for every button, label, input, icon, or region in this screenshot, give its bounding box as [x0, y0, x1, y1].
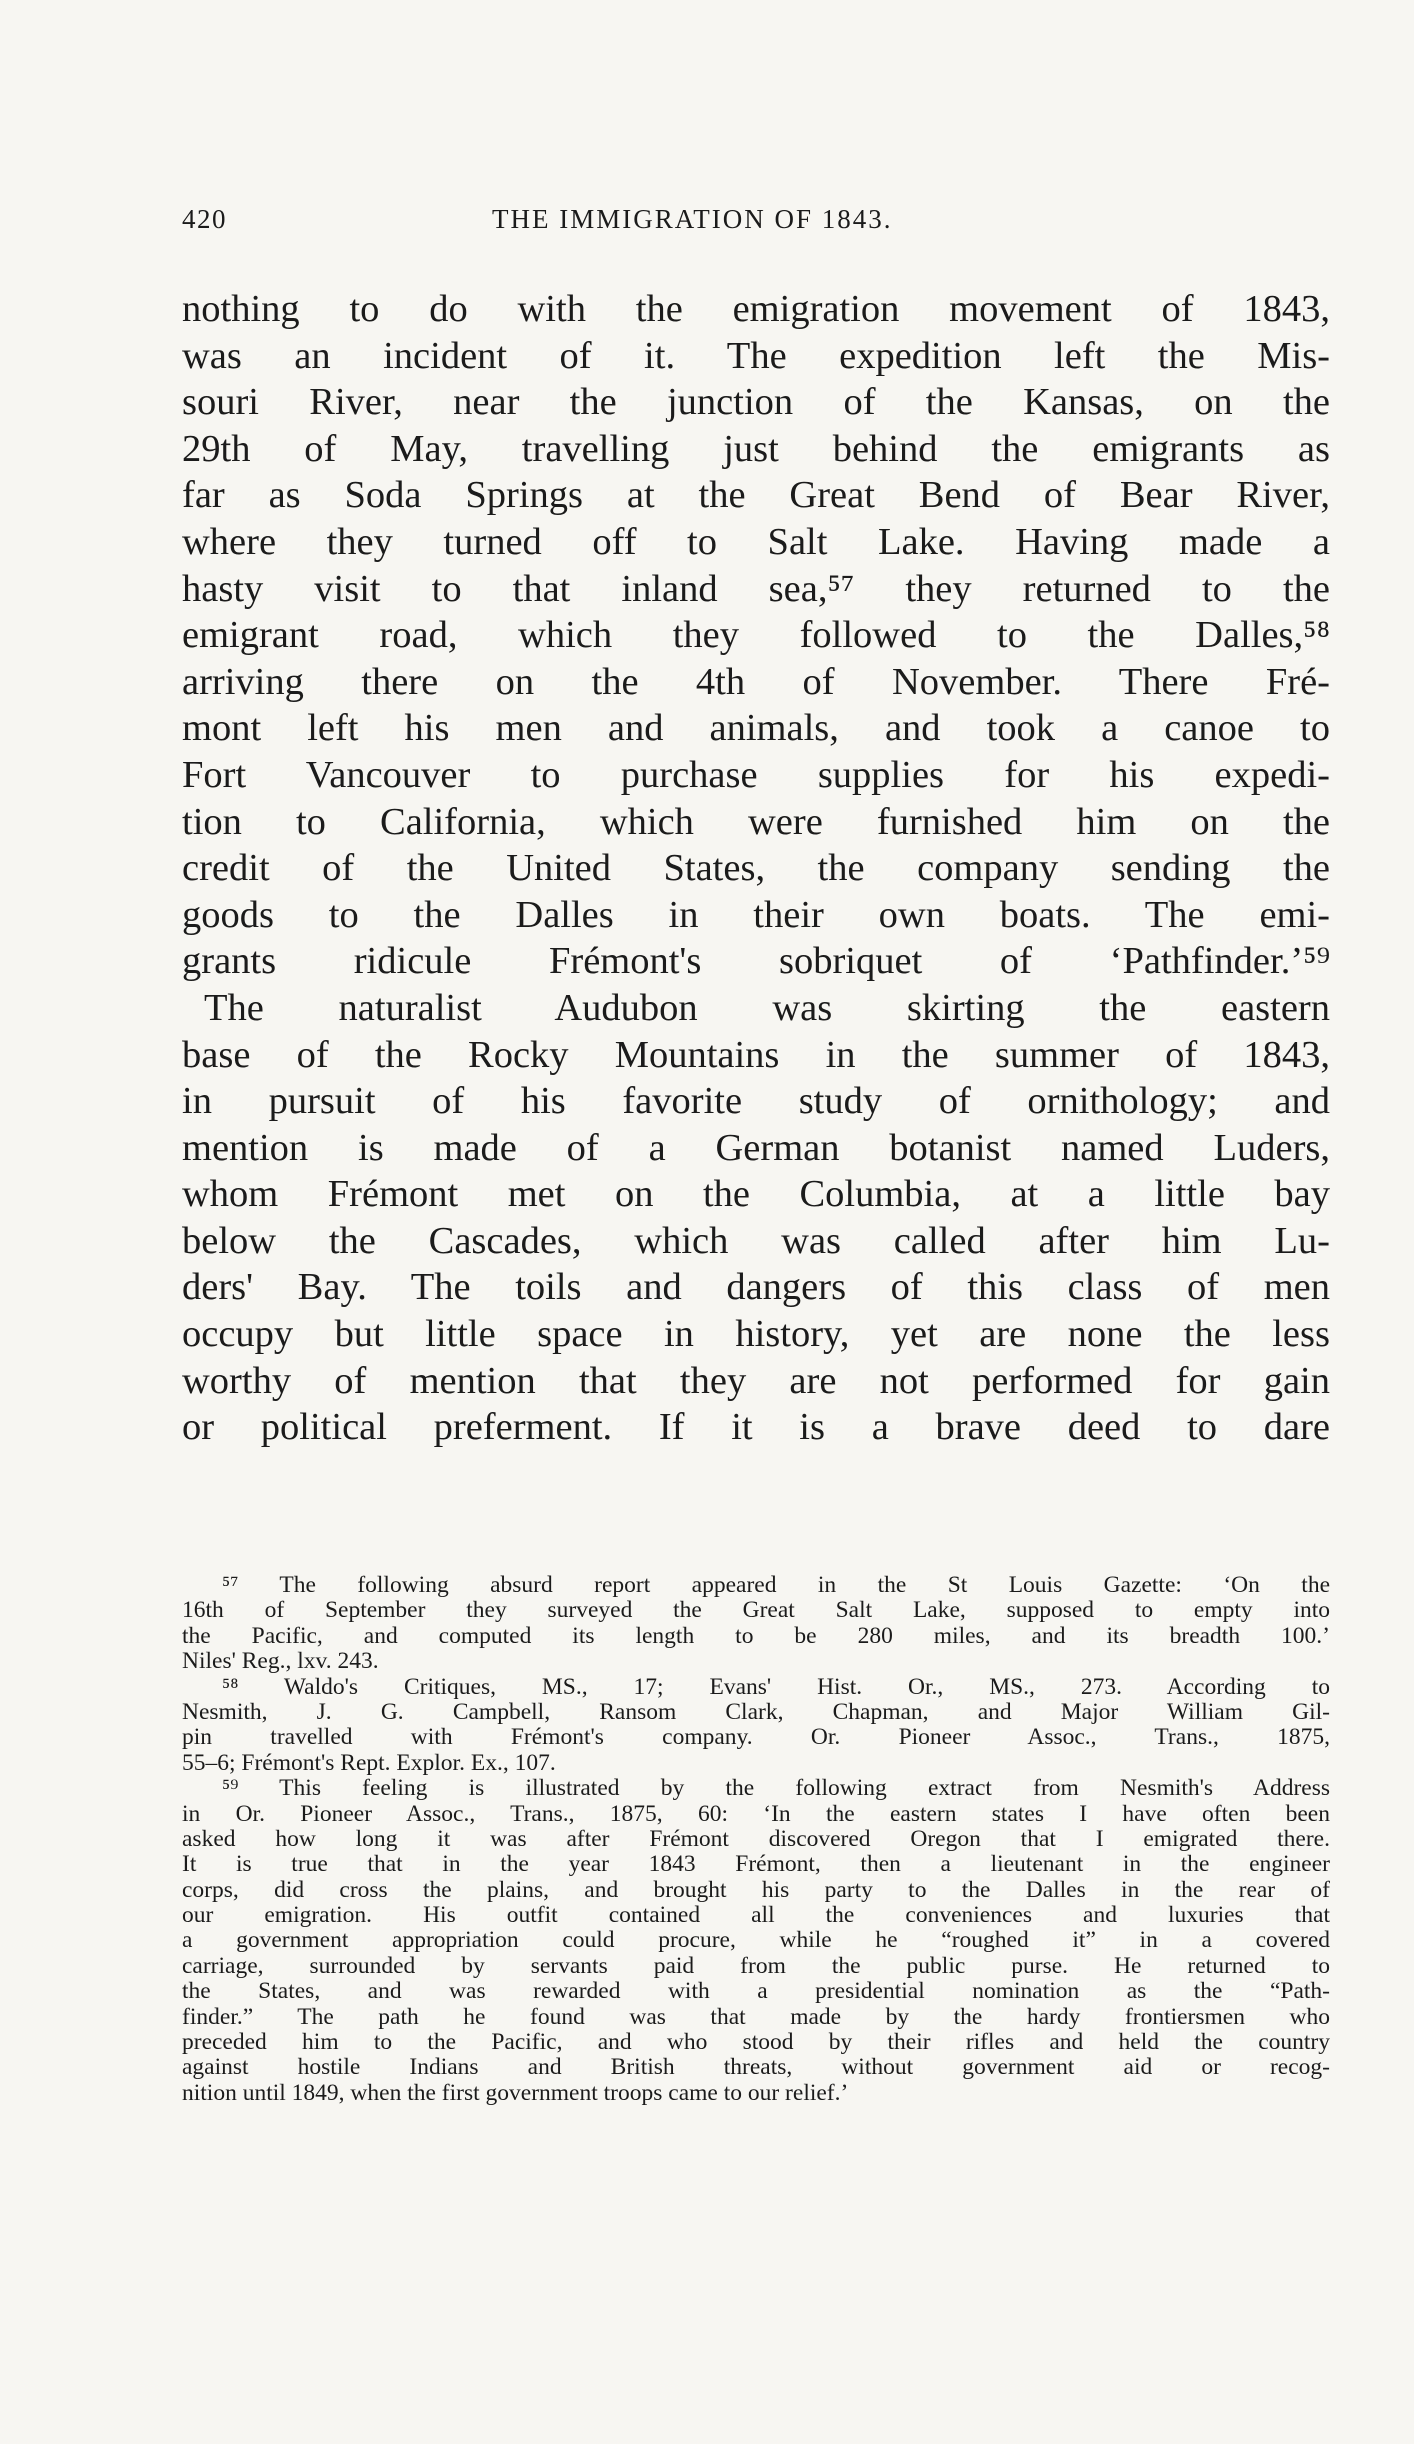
body-line: The naturalist Audubon was skirting the eastern: [204, 986, 1330, 1029]
footnote-line: ⁵⁷ The following absurd report appeared in the St Louis Gazette: ‘On the: [222, 1572, 1330, 1598]
body-line: occupy but little space in history, yet are none the less: [182, 1313, 1330, 1356]
body-line: credit of the United States, the company sending the: [182, 847, 1330, 890]
body-line: 29th of May, travelling just behind the emigrants as: [182, 427, 1330, 470]
body-line: nothing to do with the emigration movement of 1843,: [182, 288, 1330, 330]
footnote-line: the States, and was rewarded with a presidential nomination as the “Path-: [182, 1978, 1330, 2005]
footnote-line: It is true that in the year 1843 Frémont, then a lieutenant in the engineer: [182, 1851, 1330, 1878]
body-line: goods to the Dalles in their own boats. The emi-: [182, 893, 1330, 936]
footnote-line: our emigration. His outfit contained all the conveniences and luxuries that: [182, 1902, 1330, 1929]
page-header: [182, 204, 1324, 244]
footnote-line: 16th of September they surveyed the Great Salt Lake, supposed to empty into: [182, 1597, 1330, 1624]
body-line: emigrant road, which they followed to the Dalles,⁵⁸: [182, 614, 1330, 657]
footnote-line: finder.” The path he found was that made by the hardy frontiersmen who: [182, 2003, 1330, 2030]
footnote-line: pin travelled with Frémont's company. Or. Pioneer Assoc., Trans., 1875,: [182, 1724, 1330, 1751]
page-number: 420: [182, 204, 227, 234]
footnote-line: nition until 1849, when the first government troops came to our relief.’: [182, 2079, 849, 2106]
footnote-line: the Pacific, and computed its length to be 280 miles, and its breadth 100.’: [182, 1622, 1330, 1649]
body-line: was an incident of it. The expedition left the Mis-: [182, 334, 1330, 377]
body-line: grants ridicule Frémont's sobriquet of ‘Pathfinder.’⁵⁹: [182, 940, 1330, 983]
body-line: far as Soda Springs at the Great Bend of Bear River,: [182, 474, 1330, 517]
body-line: whom Frémont met on the Columbia, at a little bay: [182, 1173, 1330, 1216]
body-line: Fort Vancouver to purchase supplies for his expedi-: [182, 753, 1330, 796]
running-head: THE IMMIGRATION OF 1843.: [492, 204, 893, 234]
footnote-line: in Or. Pioneer Assoc., Trans., 1875, 60: ‘In the eastern states I have often been: [182, 1800, 1330, 1827]
body-text: [182, 286, 1330, 1451]
body-line: base of the Rocky Mountains in the summer of 1843,: [182, 1033, 1330, 1076]
body-line: souri River, near the junction of the Kansas, on the: [182, 381, 1330, 424]
footnote-line: Niles' Reg., lxv. 243.: [182, 1648, 379, 1675]
footnotes: [182, 1573, 1330, 2106]
body-line: worthy of mention that they are not performed for gain: [182, 1359, 1330, 1402]
body-line: ders' Bay. The toils and dangers of this class of men: [182, 1266, 1330, 1309]
body-line: mont left his men and animals, and took a canoe to: [182, 707, 1330, 750]
footnote-line: corps, did cross the plains, and brought his party to the Dalles in the rear of: [182, 1876, 1330, 1903]
footnote-line: asked how long it was after Frémont discovered Oregon that I emigrated there.: [182, 1825, 1330, 1852]
footnote-line: ⁵⁸ Waldo's Critiques, MS., 17; Evans' Hist. Or., MS., 273. According to: [222, 1673, 1330, 1700]
footnote-line: carriage, surrounded by servants paid from the public purse. He returned to: [182, 1952, 1330, 1979]
body-line: where they turned off to Salt Lake. Having made a: [182, 520, 1330, 563]
footnote-line: preceded him to the Pacific, and who stood by their rifles and held the country: [182, 2029, 1330, 2056]
body-line: in pursuit of his favorite study of ornithology; and: [182, 1080, 1330, 1123]
footnote-line: Nesmith, J. G. Campbell, Ransom Clark, Chapman, and Major William Gil-: [182, 1698, 1330, 1725]
footnote-line: 55–6; Frémont's Rept. Explor. Ex., 107.: [182, 1749, 556, 1776]
body-line: or political preferment. If it is a brave deed to dare: [182, 1406, 1330, 1449]
footnote-line: a government appropriation could procure, while he “roughed it” in a covered: [182, 1927, 1330, 1954]
body-line: below the Cascades, which was called after him Lu-: [182, 1219, 1330, 1262]
footnote-line: ⁵⁹ This feeling is illustrated by the following extract from Nesmith's Address: [222, 1775, 1330, 1802]
body-line: arriving there on the 4th of November. There Fré-: [182, 660, 1330, 703]
footnote-line: against hostile Indians and British threats, without government aid or recog-: [182, 2054, 1330, 2081]
body-line: hasty visit to that inland sea,⁵⁷ they returned to the: [182, 567, 1330, 610]
body-line: mention is made of a German botanist named Luders,: [182, 1126, 1330, 1169]
body-line: tion to California, which were furnished him on the: [182, 800, 1330, 843]
